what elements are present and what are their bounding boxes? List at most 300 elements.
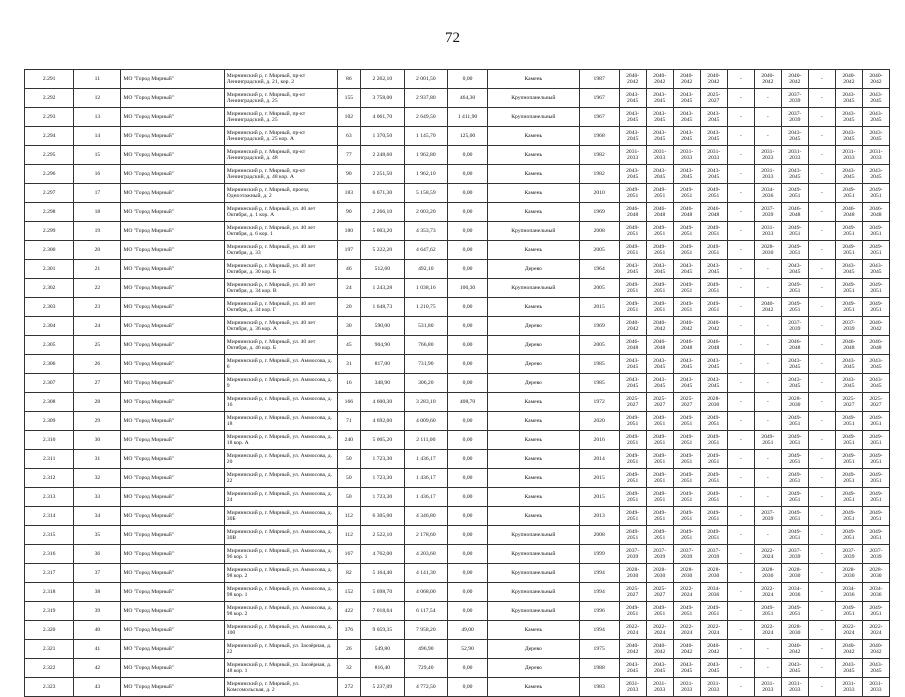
repair-period-cell: 2049-2051 xyxy=(700,488,727,507)
nonliving-area-cell: 100,30 xyxy=(448,279,488,298)
repair-period-cell: 2028-2030 xyxy=(754,564,781,583)
repair-period-cell: 2046-2048 xyxy=(781,336,808,355)
nonliving-area-cell: 464,30 xyxy=(448,89,488,108)
repair-period-cell: 2049-2051 xyxy=(646,450,673,469)
repair-period-cell: 2040-2042 xyxy=(862,640,889,659)
repair-period-cell: - xyxy=(808,659,835,678)
units-cell: 20 xyxy=(337,298,361,317)
row-id: 2.316 xyxy=(25,545,74,564)
repair-period-cell: 2031-2033 xyxy=(862,678,889,697)
total-area-cell: 7 018,64 xyxy=(361,602,404,621)
repair-period-cell: 2049-2051 xyxy=(673,488,700,507)
repair-period-cell: - xyxy=(808,317,835,336)
repair-period-cell: 2040-2042 xyxy=(835,640,862,659)
repair-period-cell: 2046-2048 xyxy=(646,203,673,222)
repair-period-cell: - xyxy=(808,222,835,241)
repair-period-cell: 2040-2042 xyxy=(700,317,727,336)
repair-period-cell: 2037-2039 xyxy=(673,545,700,564)
wall-material-cell: Камень xyxy=(488,393,580,412)
table-row xyxy=(25,412,890,431)
wall-material-cell: Камень xyxy=(488,165,580,184)
repair-period-cell: 2049-2051 xyxy=(835,298,862,317)
build-year-cell: 1975 xyxy=(579,640,619,659)
repair-period-cell: 2046-2048 xyxy=(700,336,727,355)
repair-period-cell: 2043-2045 xyxy=(646,659,673,678)
repair-period-cell: 2043-2045 xyxy=(619,374,646,393)
repair-period-cell: 2043-2045 xyxy=(619,355,646,374)
units-cell: 167 xyxy=(337,545,361,564)
repair-period-cell: 2043-2045 xyxy=(700,374,727,393)
repair-period-cell: 2049-2051 xyxy=(835,241,862,260)
wall-material-cell: Камень xyxy=(488,203,580,222)
row-id: 2.304 xyxy=(25,317,74,336)
living-area-cell: 1 210,75 xyxy=(404,298,447,317)
row-number: 30 xyxy=(74,431,121,450)
build-year-cell: 2008 xyxy=(579,222,619,241)
repair-period-cell: 2031-2033 xyxy=(619,678,646,697)
living-area-cell: 2 001,50 xyxy=(404,70,447,89)
repair-period-cell: - xyxy=(727,640,754,659)
repair-period-cell: 2031-2033 xyxy=(781,146,808,165)
wall-material-cell: Камень xyxy=(488,488,580,507)
table-row xyxy=(25,374,890,393)
repair-period-cell: 2025-2027 xyxy=(700,89,727,108)
repair-period-cell: - xyxy=(754,260,781,279)
row-id: 2.323 xyxy=(25,678,74,697)
repair-period-cell: 2049-2051 xyxy=(862,488,889,507)
nonliving-area-cell: 0,00 xyxy=(448,450,488,469)
total-area-cell: 2 522,10 xyxy=(361,526,404,545)
table-row xyxy=(25,127,890,146)
repair-period-cell: - xyxy=(727,488,754,507)
address-cell: Мирнинский р, г. Мирный, ул. Аммосова, д. 30Б xyxy=(224,507,337,526)
wall-material-cell: Камень xyxy=(488,412,580,431)
repair-period-cell: 2049-2051 xyxy=(619,184,646,203)
repair-period-cell: - xyxy=(808,507,835,526)
municipality-cell: МО "Город Мирный" xyxy=(121,564,224,583)
table-row xyxy=(25,241,890,260)
housing-registry-table xyxy=(24,69,890,697)
build-year-cell: 1964 xyxy=(579,260,619,279)
repair-period-cell: 2043-2045 xyxy=(835,108,862,127)
row-number: 21 xyxy=(74,260,121,279)
repair-period-cell: 2040-2042 xyxy=(646,70,673,89)
repair-period-cell: 2034-2036 xyxy=(754,184,781,203)
address-cell: Мирнинский р, г. Мирный, ул. Аммосова, д. 9 xyxy=(224,374,337,393)
repair-period-cell: 2049-2051 xyxy=(862,526,889,545)
total-area-cell: 1 723,30 xyxy=(361,469,404,488)
municipality-cell: МО "Город Мирный" xyxy=(121,545,224,564)
row-id: 2.306 xyxy=(25,355,74,374)
repair-period-cell: 2046-2048 xyxy=(835,203,862,222)
repair-period-cell: 2043-2045 xyxy=(835,127,862,146)
repair-period-cell: 2031-2033 xyxy=(862,146,889,165)
nonliving-area-cell: 0,00 xyxy=(448,488,488,507)
repair-period-cell: - xyxy=(727,469,754,488)
repair-period-cell: - xyxy=(808,526,835,545)
repair-period-cell: 2037-2039 xyxy=(781,108,808,127)
repair-period-cell: 2049-2051 xyxy=(862,507,889,526)
repair-period-cell: - xyxy=(727,165,754,184)
repair-period-cell: 2043-2045 xyxy=(673,374,700,393)
repair-period-cell: 2022-2024 xyxy=(835,621,862,640)
build-year-cell: 1985 xyxy=(579,355,619,374)
row-number: 27 xyxy=(74,374,121,393)
table-row xyxy=(25,336,890,355)
repair-period-cell: 2043-2045 xyxy=(619,260,646,279)
municipality-cell: МО "Город Мирный" xyxy=(121,621,224,640)
repair-period-cell: 2049-2051 xyxy=(781,469,808,488)
repair-period-cell: 2028-2030 xyxy=(781,564,808,583)
units-cell: 24 xyxy=(337,279,361,298)
table-row xyxy=(25,545,890,564)
repair-period-cell: 2031-2033 xyxy=(754,146,781,165)
repair-period-cell: 2049-2051 xyxy=(862,602,889,621)
repair-period-cell: 2040-2042 xyxy=(700,640,727,659)
municipality-cell: МО "Город Мирный" xyxy=(121,659,224,678)
total-area-cell: 5 164,40 xyxy=(361,564,404,583)
living-area-cell: 5 158,59 xyxy=(404,184,447,203)
living-area-cell: 4 346,80 xyxy=(404,507,447,526)
repair-period-cell: 2028-2030 xyxy=(673,564,700,583)
repair-period-cell: 2049-2051 xyxy=(862,298,889,317)
repair-period-cell: - xyxy=(727,260,754,279)
total-area-cell: 5 222,20 xyxy=(361,241,404,260)
repair-period-cell: 2043-2045 xyxy=(781,165,808,184)
municipality-cell: МО "Город Мирный" xyxy=(121,108,224,127)
repair-period-cell: 2028-2030 xyxy=(700,393,727,412)
repair-period-cell: 2043-2045 xyxy=(862,355,889,374)
repair-period-cell: 2040-2042 xyxy=(754,70,781,89)
total-area-cell: 4 600,30 xyxy=(361,393,404,412)
wall-material-cell: Камень xyxy=(488,127,580,146)
units-cell: 152 xyxy=(337,583,361,602)
repair-period-cell: 2037-2039 xyxy=(835,317,862,336)
units-cell: 86 xyxy=(337,70,361,89)
repair-period-cell: 2049-2051 xyxy=(619,412,646,431)
repair-period-cell: 2046-2048 xyxy=(862,336,889,355)
repair-period-cell: - xyxy=(808,450,835,469)
row-id: 2.307 xyxy=(25,374,74,393)
row-id: 2.294 xyxy=(25,127,74,146)
living-area-cell: 2 937,80 xyxy=(404,89,447,108)
repair-period-cell: 2043-2045 xyxy=(835,260,862,279)
wall-material-cell: Дерево xyxy=(488,260,580,279)
repair-period-cell: 2040-2042 xyxy=(700,70,727,89)
repair-period-cell: 2043-2045 xyxy=(673,355,700,374)
repair-period-cell: 2043-2045 xyxy=(619,659,646,678)
repair-period-cell: 2034-2036 xyxy=(862,583,889,602)
repair-period-cell: - xyxy=(808,108,835,127)
municipality-cell: МО "Город Мирный" xyxy=(121,526,224,545)
table-row xyxy=(25,146,890,165)
repair-period-cell: 2046-2048 xyxy=(673,203,700,222)
row-number: 32 xyxy=(74,469,121,488)
repair-period-cell: 2022-2024 xyxy=(754,621,781,640)
address-cell: Мирнинский р, г. Мирный, ул. Аммосова, д. 6 xyxy=(224,355,337,374)
repair-period-cell: - xyxy=(808,583,835,602)
units-cell: 376 xyxy=(337,621,361,640)
row-number: 14 xyxy=(74,127,121,146)
repair-period-cell: 2049-2051 xyxy=(646,488,673,507)
build-year-cell: 1969 xyxy=(579,203,619,222)
repair-period-cell: 2049-2051 xyxy=(862,279,889,298)
repair-period-cell: 2043-2045 xyxy=(862,659,889,678)
wall-material-cell: Крупнопанельный xyxy=(488,583,580,602)
repair-period-cell: - xyxy=(808,165,835,184)
repair-period-cell: 2040-2042 xyxy=(673,317,700,336)
table-row xyxy=(25,279,890,298)
repair-period-cell: 2031-2033 xyxy=(619,146,646,165)
repair-period-cell: 2028-2030 xyxy=(862,564,889,583)
total-area-cell: 5 698,70 xyxy=(361,583,404,602)
nonliving-area-cell: 408,70 xyxy=(448,393,488,412)
build-year-cell: 1985 xyxy=(579,374,619,393)
nonliving-area-cell: 0,00 xyxy=(448,165,488,184)
row-id: 2.295 xyxy=(25,146,74,165)
total-area-cell: 904,90 xyxy=(361,336,404,355)
table-row xyxy=(25,184,890,203)
wall-material-cell: Дерево xyxy=(488,374,580,393)
repair-period-cell: 2049-2051 xyxy=(835,431,862,450)
municipality-cell: МО "Город Мирный" xyxy=(121,393,224,412)
repair-period-cell: 2049-2051 xyxy=(781,431,808,450)
repair-period-cell: - xyxy=(754,127,781,146)
row-number: 26 xyxy=(74,355,121,374)
repair-period-cell: - xyxy=(808,488,835,507)
total-area-cell: 2 251,50 xyxy=(361,165,404,184)
repair-period-cell: 2028-2030 xyxy=(646,564,673,583)
municipality-cell: МО "Город Мирный" xyxy=(121,488,224,507)
row-number: 11 xyxy=(74,70,121,89)
repair-period-cell: 2049-2051 xyxy=(646,241,673,260)
repair-period-cell: 2022-2024 xyxy=(862,621,889,640)
total-area-cell: 549,80 xyxy=(361,640,404,659)
total-area-cell: 1 648,73 xyxy=(361,298,404,317)
nonliving-area-cell: 0,00 xyxy=(448,412,488,431)
row-number: 19 xyxy=(74,222,121,241)
repair-period-cell: 2049-2051 xyxy=(619,298,646,317)
wall-material-cell: Крупнопанельный xyxy=(488,545,580,564)
repair-period-cell: - xyxy=(808,412,835,431)
nonliving-area-cell: 0,00 xyxy=(448,431,488,450)
repair-period-cell: 2043-2045 xyxy=(646,108,673,127)
table-row xyxy=(25,393,890,412)
build-year-cell: 1994 xyxy=(579,564,619,583)
nonliving-area-cell: 0,00 xyxy=(448,146,488,165)
repair-period-cell: - xyxy=(727,222,754,241)
repair-period-cell: - xyxy=(727,659,754,678)
units-cell: 197 xyxy=(337,241,361,260)
repair-period-cell: 2025-2027 xyxy=(619,583,646,602)
municipality-cell: МО "Город Мирный" xyxy=(121,583,224,602)
units-cell: 180 xyxy=(337,222,361,241)
repair-period-cell: 2046-2048 xyxy=(673,336,700,355)
repair-period-cell: 2037-2039 xyxy=(835,545,862,564)
repair-period-cell: - xyxy=(754,469,781,488)
table-row xyxy=(25,621,890,640)
repair-period-cell: - xyxy=(754,108,781,127)
build-year-cell: 1968 xyxy=(579,127,619,146)
repair-period-cell: 2049-2051 xyxy=(700,526,727,545)
repair-period-cell: 2022-2024 xyxy=(619,621,646,640)
repair-period-cell: 2040-2042 xyxy=(781,70,808,89)
repair-period-cell: 2037-2039 xyxy=(646,545,673,564)
build-year-cell: 2008 xyxy=(579,526,619,545)
repair-period-cell: - xyxy=(727,412,754,431)
units-cell: 32 xyxy=(337,659,361,678)
row-number: 41 xyxy=(74,640,121,659)
build-year-cell: 2015 xyxy=(579,298,619,317)
units-cell: 71 xyxy=(337,412,361,431)
repair-period-cell: 2043-2045 xyxy=(862,374,889,393)
repair-period-cell: - xyxy=(808,184,835,203)
repair-period-cell: 2040-2042 xyxy=(673,70,700,89)
total-area-cell: 1 243,28 xyxy=(361,279,404,298)
municipality-cell: МО "Город Мирный" xyxy=(121,450,224,469)
repair-period-cell: 2049-2051 xyxy=(673,507,700,526)
repair-period-cell: 2025-2027 xyxy=(862,393,889,412)
total-area-cell: 1 723,30 xyxy=(361,488,404,507)
wall-material-cell: Камень xyxy=(488,621,580,640)
build-year-cell: 1987 xyxy=(579,70,619,89)
municipality-cell: МО "Город Мирный" xyxy=(121,507,224,526)
address-cell: Мирнинский р, г. Мирный, пр-кт Ленинградский, д. 25 xyxy=(224,108,337,127)
nonliving-area-cell: 0,00 xyxy=(448,602,488,621)
repair-period-cell: 2043-2045 xyxy=(700,260,727,279)
repair-period-cell: - xyxy=(727,184,754,203)
build-year-cell: 1994 xyxy=(579,583,619,602)
repair-period-cell: - xyxy=(727,146,754,165)
build-year-cell: 2015 xyxy=(579,488,619,507)
municipality-cell: МО "Город Мирный" xyxy=(121,602,224,621)
build-year-cell: 1982 xyxy=(579,146,619,165)
repair-period-cell: 2028-2030 xyxy=(781,621,808,640)
repair-period-cell: 2049-2051 xyxy=(619,488,646,507)
wall-material-cell: Крупнопанельный xyxy=(488,108,580,127)
row-id: 2.315 xyxy=(25,526,74,545)
repair-period-cell: 2037-2039 xyxy=(754,203,781,222)
repair-period-cell: 2043-2045 xyxy=(673,659,700,678)
repair-period-cell: 2043-2045 xyxy=(700,355,727,374)
address-cell: Мирнинский р, г. Мирный, ул. Аммосова, д. 22 xyxy=(224,469,337,488)
total-area-cell: 4 692,00 xyxy=(361,412,404,431)
repair-period-cell: - xyxy=(808,241,835,260)
repair-period-cell: 2049-2051 xyxy=(781,241,808,260)
repair-period-cell: 2049-2051 xyxy=(673,526,700,545)
repair-period-cell: 2049-2051 xyxy=(646,469,673,488)
total-area-cell: 2 262,10 xyxy=(361,70,404,89)
repair-period-cell: 2049-2051 xyxy=(673,469,700,488)
repair-period-cell: 2049-2051 xyxy=(646,279,673,298)
living-area-cell: 1 038,16 xyxy=(404,279,447,298)
units-cell: 50 xyxy=(337,488,361,507)
units-cell: 166 xyxy=(337,393,361,412)
living-area-cell: 729,40 xyxy=(404,659,447,678)
repair-period-cell: 2040-2042 xyxy=(619,317,646,336)
repair-period-cell: 2046-2048 xyxy=(862,203,889,222)
repair-period-cell: 2031-2033 xyxy=(646,146,673,165)
row-number: 38 xyxy=(74,583,121,602)
repair-period-cell: 2049-2051 xyxy=(862,184,889,203)
wall-material-cell: Дерево xyxy=(488,317,580,336)
row-number: 20 xyxy=(74,241,121,260)
municipality-cell: МО "Город Мирный" xyxy=(121,355,224,374)
address-cell: Мирнинский р, г. Мирный, ул. 40 лет Октября, д. 46 кор. Б xyxy=(224,336,337,355)
wall-material-cell: Крупнопанельный xyxy=(488,89,580,108)
repair-period-cell: - xyxy=(808,602,835,621)
living-area-cell: 2 178,60 xyxy=(404,526,447,545)
table-row xyxy=(25,222,890,241)
living-area-cell: 4 141,30 xyxy=(404,564,447,583)
repair-period-cell: 2049-2051 xyxy=(619,450,646,469)
repair-period-cell: 2049-2051 xyxy=(835,184,862,203)
living-area-cell: 2 003,20 xyxy=(404,203,447,222)
row-id: 2.309 xyxy=(25,412,74,431)
repair-period-cell: 2043-2045 xyxy=(646,127,673,146)
repair-period-cell: - xyxy=(808,146,835,165)
repair-period-cell: - xyxy=(727,602,754,621)
units-cell: 77 xyxy=(337,146,361,165)
total-area-cell: 512,60 xyxy=(361,260,404,279)
nonliving-area-cell: 0,00 xyxy=(448,260,488,279)
repair-period-cell: 2040-2042 xyxy=(619,640,646,659)
wall-material-cell: Крупнопанельный xyxy=(488,564,580,583)
repair-period-cell: - xyxy=(727,127,754,146)
nonliving-area-cell: 0,00 xyxy=(448,564,488,583)
repair-period-cell: 2031-2033 xyxy=(673,146,700,165)
repair-period-cell: 2043-2045 xyxy=(619,165,646,184)
repair-period-cell: 2049-2051 xyxy=(835,507,862,526)
build-year-cell: 2016 xyxy=(579,431,619,450)
repair-period-cell: 2049-2051 xyxy=(781,507,808,526)
repair-period-cell: - xyxy=(727,431,754,450)
repair-period-cell: - xyxy=(808,355,835,374)
repair-period-cell: 2049-2051 xyxy=(700,431,727,450)
repair-period-cell: 2049-2051 xyxy=(673,412,700,431)
wall-material-cell: Камень xyxy=(488,70,580,89)
units-cell: 422 xyxy=(337,602,361,621)
nonliving-area-cell: 0,00 xyxy=(448,526,488,545)
repair-period-cell: 2049-2051 xyxy=(781,412,808,431)
municipality-cell: МО "Город Мирный" xyxy=(121,222,224,241)
repair-period-cell: 2040-2042 xyxy=(781,640,808,659)
table-row xyxy=(25,678,890,697)
repair-period-cell: - xyxy=(727,583,754,602)
units-cell: 30 xyxy=(337,317,361,336)
living-area-cell: 531,80 xyxy=(404,317,447,336)
repair-period-cell: - xyxy=(808,298,835,317)
repair-period-cell: 2049-2051 xyxy=(700,298,727,317)
units-cell: 183 xyxy=(337,184,361,203)
units-cell: 16 xyxy=(337,374,361,393)
repair-period-cell: - xyxy=(808,621,835,640)
repair-period-cell: 2037-2039 xyxy=(700,545,727,564)
build-year-cell: 1967 xyxy=(579,108,619,127)
repair-period-cell: 2031-2033 xyxy=(754,165,781,184)
total-area-cell: 5 005,20 xyxy=(361,431,404,450)
row-id: 2.321 xyxy=(25,640,74,659)
row-id: 2.303 xyxy=(25,298,74,317)
table-row xyxy=(25,564,890,583)
table-row xyxy=(25,507,890,526)
build-year-cell: 1988 xyxy=(579,659,619,678)
repair-period-cell: 2049-2051 xyxy=(862,241,889,260)
address-cell: Мирнинский р, г. Мирный, ул. Аммосова, д. 30В xyxy=(224,526,337,545)
municipality-cell: МО "Город Мирный" xyxy=(121,203,224,222)
build-year-cell: 1972 xyxy=(579,393,619,412)
repair-period-cell: - xyxy=(808,203,835,222)
